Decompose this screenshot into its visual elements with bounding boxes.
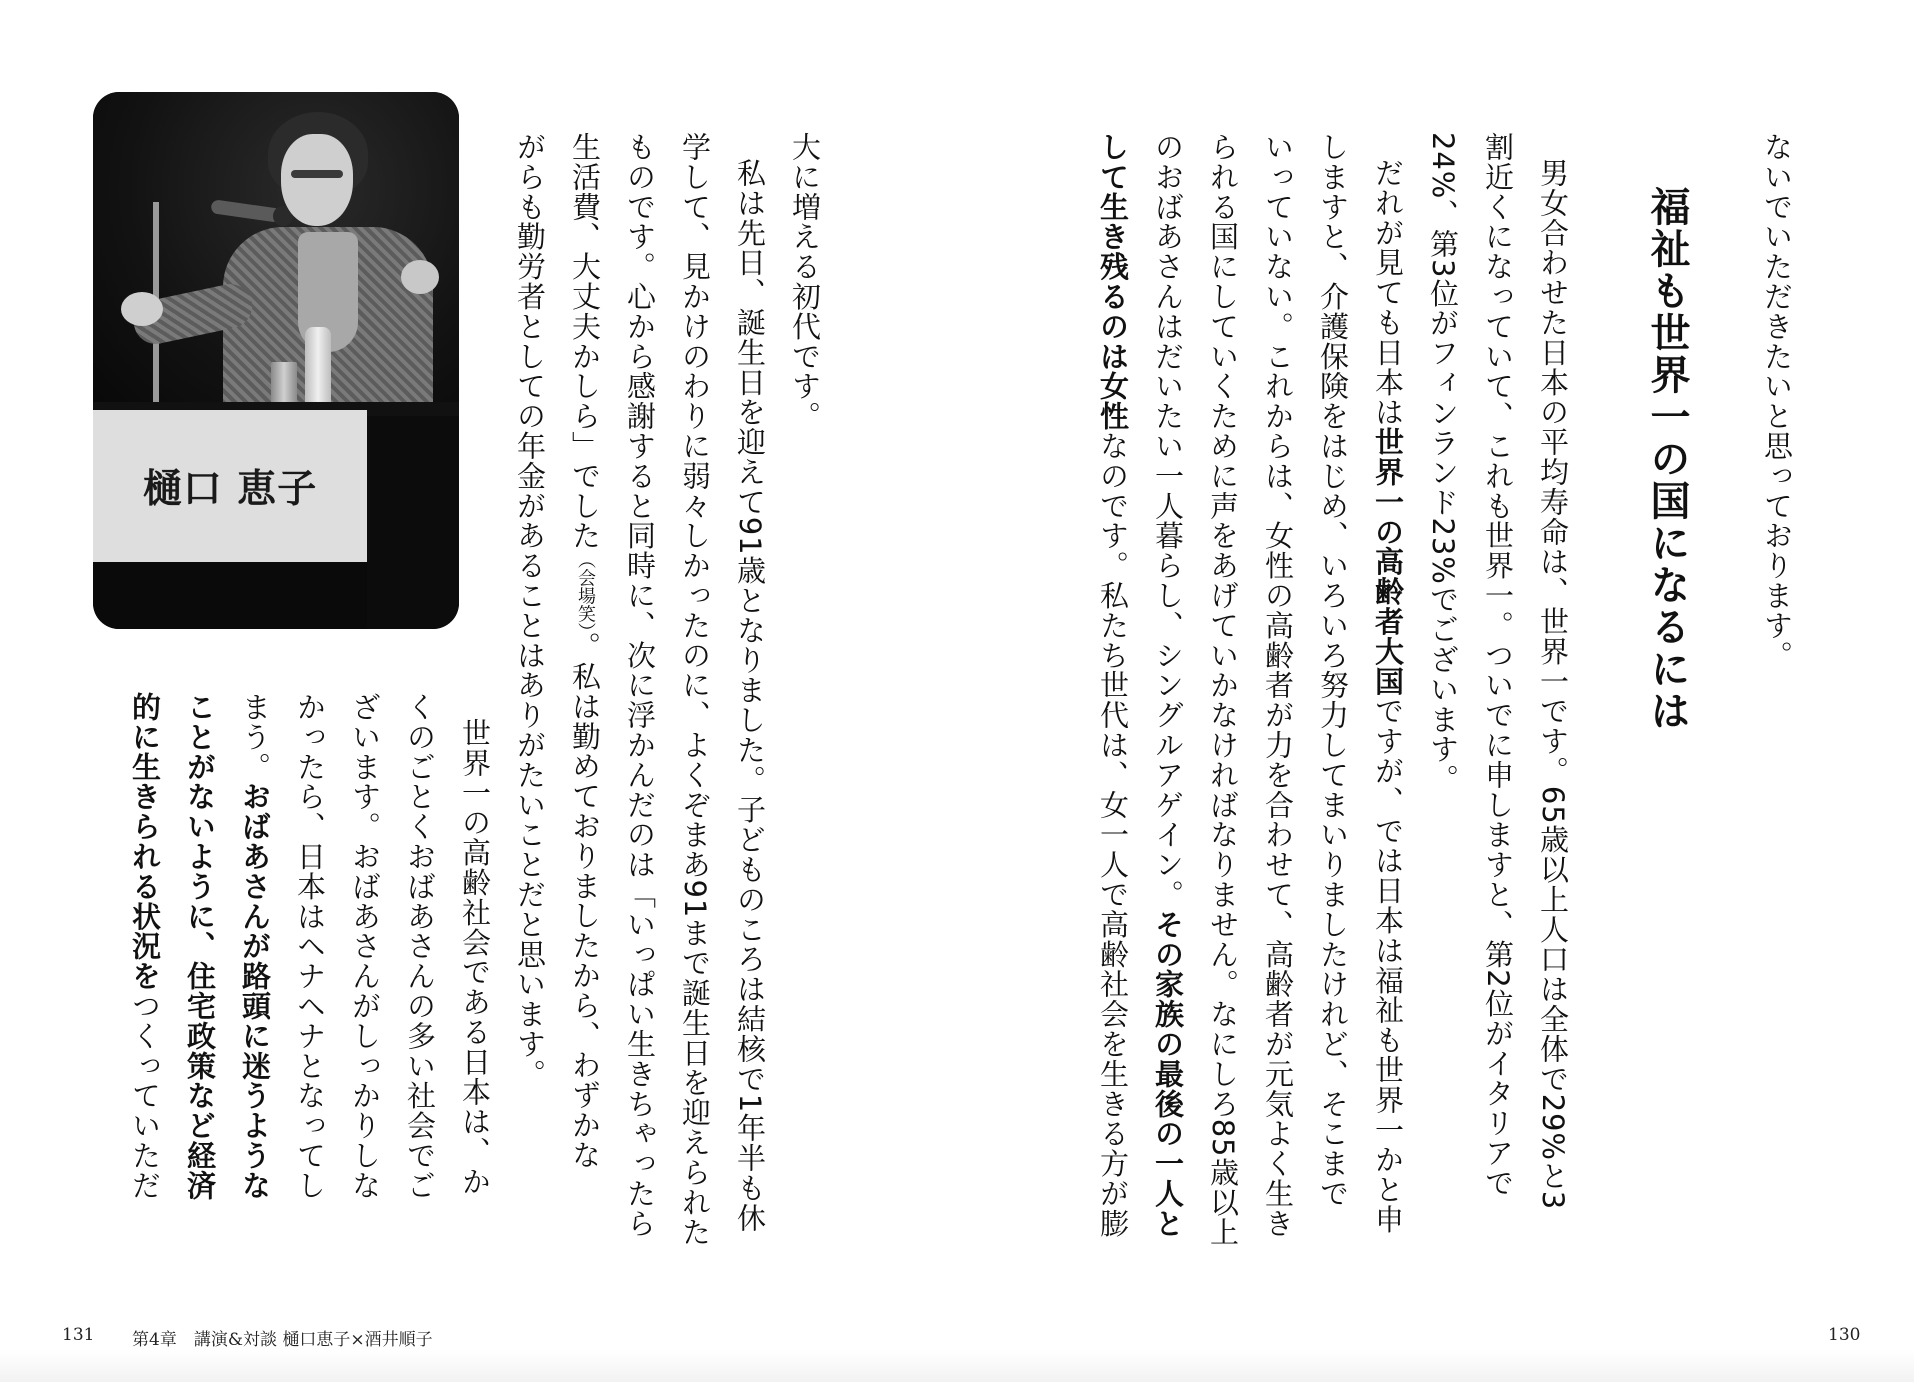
text-segment: 24%、第3位がフィンランド23%でございます。 bbox=[1426, 132, 1460, 794]
text-column bbox=[788, 132, 822, 431]
page-number-left: 131 bbox=[62, 1325, 95, 1345]
bold-text: 世界一の高齢者大国 bbox=[1371, 427, 1405, 697]
text-segment: 大に増える初代です。 bbox=[788, 132, 822, 431]
text-column bbox=[1206, 132, 1240, 1248]
bold-text: ことがないように、住宅政策など経済 bbox=[183, 692, 217, 1201]
text-column bbox=[1151, 132, 1185, 1239]
text-segment: いっていない。これからは、女性の高齢者が力を合わせて、高齢者が元気よく生き bbox=[1261, 132, 1295, 1239]
bold-text: して生き残るのは女性 bbox=[1096, 132, 1130, 431]
text-column bbox=[1316, 132, 1350, 1209]
text-column bbox=[733, 158, 767, 1233]
text-segment: 私は先日、誕生日を迎えて91歳となりました。子どものころは結核で1年半も休 bbox=[733, 158, 767, 1233]
section-heading: 福祉も世界一の国になるには bbox=[1644, 186, 1690, 732]
page-number-right: 130 bbox=[1828, 1325, 1861, 1345]
text-segment: 学して、見かけのわりに弱々しかったのに、よくぞまあ91まで誕生日を迎えられた bbox=[678, 132, 712, 1248]
name-sign bbox=[93, 410, 367, 562]
text-column bbox=[348, 692, 382, 1201]
text-column bbox=[1536, 158, 1570, 1211]
bold-text: その家族の最後の一人と bbox=[1151, 909, 1185, 1239]
text-segment: 生活費、大丈夫かしら」でした bbox=[568, 132, 602, 551]
text-segment: つくっていただ bbox=[128, 991, 162, 1201]
text-segment: 。私は勤めておりましたから、わずかな bbox=[568, 631, 602, 1170]
text-segment: 割近くになっていて、これも世界一。ついでに申しますと、第2位がイタリアで bbox=[1481, 132, 1515, 1198]
text-segment: だれが見ても日本は bbox=[1371, 158, 1405, 428]
text-segment: のおばあさんはだいたい一人暮らし、シングルアゲイン。 bbox=[1151, 132, 1185, 910]
text-column bbox=[1096, 132, 1130, 1239]
text-segment: られる国にしていくために声をあげていかなければなりません。なにしろ85歳以上 bbox=[1206, 132, 1240, 1248]
text-column bbox=[183, 692, 217, 1201]
name-sign-text: 樋口 恵子 bbox=[142, 467, 318, 512]
text-column bbox=[678, 132, 712, 1248]
bold-text: 的に生きられる状況を bbox=[128, 692, 162, 991]
text-column bbox=[293, 692, 327, 1201]
text-column bbox=[458, 718, 492, 1197]
running-head: 第4章 講演&対談 樋口恵子×酒井順子 bbox=[132, 1330, 433, 1350]
text-column bbox=[403, 692, 437, 1201]
text-column bbox=[1426, 132, 1460, 794]
text-column bbox=[568, 132, 602, 1170]
text-segment: なのです。私たち世代は、女一人で高齢社会を生きる方が膨 bbox=[1096, 431, 1130, 1239]
page-bottom-shadow bbox=[0, 1350, 1914, 1382]
text-segment: 男女合わせた日本の平均寿命は、世界一です。65歳以上人口は全体で29%と3 bbox=[1536, 158, 1570, 1211]
text-column bbox=[128, 692, 162, 1201]
text-segment: くのごとくおばあさんの多い社会でご bbox=[403, 692, 437, 1201]
aside-text: （会場笑） bbox=[575, 550, 596, 632]
bold-text: おばあさんが路頭に迷うような bbox=[238, 781, 272, 1201]
speaker-photo bbox=[93, 92, 459, 629]
text-segment: ものです。心から感謝すると同時に、次に浮かんだのは「いっぱい生きちゃったら bbox=[623, 132, 657, 1239]
text-segment: ですが、では日本は福祉も世界一かと申 bbox=[1371, 696, 1405, 1235]
text-segment: 世界一の高齢社会である日本は、か bbox=[458, 718, 492, 1197]
water-bottle bbox=[305, 327, 331, 409]
text-segment: まう。 bbox=[238, 692, 272, 782]
text-segment: がらも勤労者としての年金があることはありがたいことだと思います。 bbox=[513, 132, 547, 1089]
text-column bbox=[1760, 132, 1794, 671]
text-segment: ざいます。おばあさんがしっかりしな bbox=[348, 692, 382, 1201]
text-column bbox=[238, 692, 272, 1201]
text-column bbox=[1261, 132, 1295, 1239]
text-segment: しますと、介護保険をはじめ、いろいろ努力してまいりましたけれど、そこまで bbox=[1316, 132, 1350, 1209]
text-segment: かったら、日本はヘナヘナとなってし bbox=[293, 692, 327, 1201]
text-column bbox=[1371, 158, 1405, 1235]
text-column bbox=[1481, 132, 1515, 1198]
text-segment: ないでいただきたいと思っております。 bbox=[1760, 132, 1794, 671]
text-column bbox=[623, 132, 657, 1239]
text-column bbox=[513, 132, 547, 1089]
